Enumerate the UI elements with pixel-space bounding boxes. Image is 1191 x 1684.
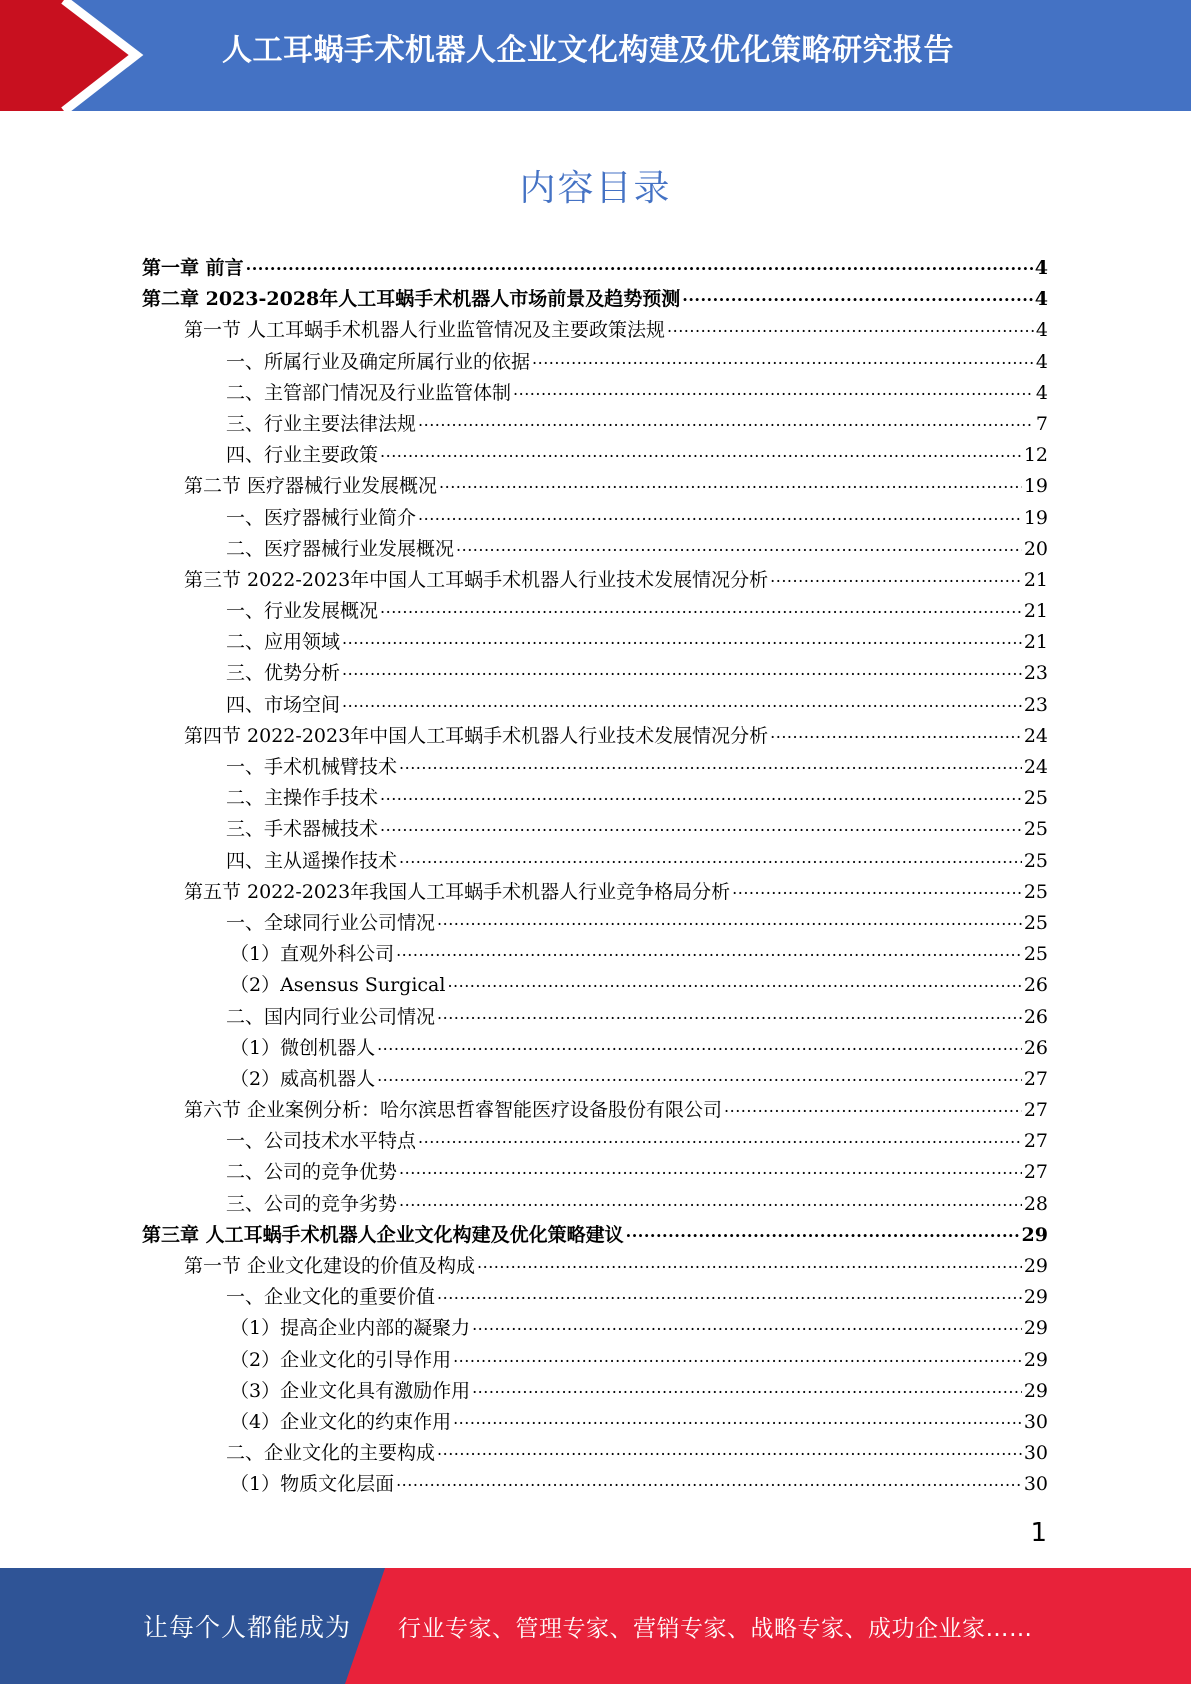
- toc-entry-page: 4: [1035, 350, 1048, 373]
- toc-dot-leader: [396, 941, 1022, 960]
- toc-dot-leader: [377, 1035, 1022, 1054]
- toc-dot-leader: [770, 567, 1022, 586]
- toc-entry-page: 28: [1023, 1192, 1048, 1215]
- toc-entry-label: （4）企业文化的约束作用: [230, 1410, 452, 1433]
- toc-entry[interactable]: [142, 939, 1048, 970]
- toc-entry-page: 30: [1023, 1473, 1048, 1496]
- toc-entry-label: （1）提高企业内部的凝聚力: [230, 1317, 471, 1340]
- toc-entry-label: 三、公司的竞争劣势: [226, 1192, 398, 1215]
- toc-entry[interactable]: [142, 378, 1048, 409]
- toc-entry-page: 25: [1023, 911, 1048, 934]
- toc-entry-label: 三、优势分析: [226, 662, 341, 685]
- toc-entry[interactable]: [142, 690, 1048, 721]
- toc-dot-leader: [439, 473, 1022, 492]
- toc-entry-label: 三、行业主要法律法规: [226, 412, 417, 435]
- toc-entry[interactable]: [142, 721, 1048, 752]
- toc-entry[interactable]: [142, 752, 1048, 783]
- toc-dot-leader: [682, 286, 1033, 305]
- toc-entry-page: 23: [1023, 662, 1048, 685]
- toc-title: 内容目录: [519, 168, 672, 209]
- toc-dot-leader: [399, 1159, 1022, 1178]
- toc-entry-page: 4: [1034, 257, 1048, 279]
- toc-entry-page: 29: [1023, 1317, 1048, 1340]
- toc-dot-leader: [472, 1315, 1022, 1334]
- toc-dot-leader: [456, 536, 1022, 555]
- toc-dot-leader: [380, 785, 1022, 804]
- toc-entry-label: （1）微创机器人: [230, 1036, 376, 1059]
- toc-entry[interactable]: [142, 1189, 1048, 1220]
- toc-dot-leader: [342, 629, 1022, 648]
- footer-slogan-left: 让每个人都能成为: [143, 1613, 352, 1642]
- toc-dot-leader: [453, 1409, 1022, 1428]
- toc-entry[interactable]: [142, 253, 1048, 284]
- toc-entry-page: 29: [1021, 1223, 1048, 1246]
- toc-entry[interactable]: [142, 1002, 1048, 1033]
- toc-entry[interactable]: [142, 534, 1048, 565]
- toc-entry-label: 第四节 2022-2023年中国人工耳蜗手术机器人行业技术发展情况分析: [184, 724, 769, 747]
- toc-entry-label: 第一章 前言: [142, 257, 244, 279]
- toc-dot-leader: [437, 1284, 1022, 1303]
- toc-entry-label: （1）物质文化层面: [230, 1473, 395, 1496]
- toc-entry[interactable]: [142, 658, 1048, 689]
- toc-entry[interactable]: [142, 1126, 1048, 1157]
- toc-entry-label: （3）企业文化具有激励作用: [230, 1379, 471, 1402]
- toc-dot-leader: [437, 1440, 1022, 1459]
- page-number: 1: [1030, 1518, 1047, 1548]
- toc-dot-leader: [399, 1191, 1022, 1210]
- toc-dot-leader: [380, 442, 1022, 461]
- toc-entry[interactable]: [142, 1469, 1048, 1500]
- toc-entry-page: 29: [1023, 1255, 1048, 1277]
- toc-entry-page: 29: [1023, 1348, 1048, 1371]
- toc-dot-leader: [532, 349, 1034, 368]
- toc-dot-leader: [626, 1222, 1020, 1241]
- toc-entry[interactable]: [142, 596, 1048, 627]
- toc-entry-label: 四、主从遥操作技术: [226, 849, 398, 872]
- toc-entry-page: 26: [1023, 1005, 1048, 1028]
- toc-list: [142, 253, 1048, 1501]
- toc-entry-page: 24: [1023, 724, 1048, 747]
- toc-entry-label: 一、行业发展概况: [226, 600, 379, 623]
- toc-dot-leader: [396, 1471, 1022, 1490]
- toc-entry-label: 三、手术器械技术: [226, 818, 379, 841]
- toc-dot-leader: [418, 1128, 1022, 1147]
- toc-dot-leader: [377, 1066, 1022, 1085]
- toc-entry-label: 第一节 企业文化建设的价值及构成: [184, 1255, 476, 1277]
- toc-entry-page: 4: [1035, 381, 1048, 404]
- toc-dot-leader: [477, 1253, 1022, 1272]
- toc-entry-label: 二、主管部门情况及行业监管体制: [226, 381, 512, 404]
- toc-dot-leader: [342, 692, 1022, 711]
- toc-entry-label: 第五节 2022-2023年我国人工耳蜗手术机器人行业竞争格局分析: [184, 880, 731, 903]
- toc-entry[interactable]: [142, 846, 1048, 877]
- toc-entry-page: 29: [1023, 1379, 1048, 1402]
- toc-entry-page: 25: [1023, 880, 1048, 903]
- toc-entry[interactable]: [142, 1033, 1048, 1064]
- toc-entry-page: 27: [1023, 1161, 1048, 1184]
- toc-entry-page: 23: [1023, 693, 1048, 716]
- toc-entry[interactable]: [142, 1251, 1048, 1282]
- toc-entry-label: 四、行业主要政策: [226, 444, 379, 467]
- toc-dot-leader: [418, 411, 1034, 430]
- toc-dot-leader: [380, 816, 1022, 835]
- toc-entry-label: 一、所属行业及确定所属行业的依据: [226, 350, 531, 373]
- toc-entry[interactable]: [142, 1438, 1048, 1469]
- toc-entry-label: 二、应用领域: [226, 631, 341, 654]
- toc-entry-page: 25: [1023, 849, 1048, 872]
- toc-entry-label: 二、公司的竞争优势: [226, 1161, 398, 1184]
- toc-entry-page: 4: [1034, 288, 1048, 311]
- toc-entry[interactable]: [142, 783, 1048, 814]
- toc-entry[interactable]: [142, 814, 1048, 845]
- toc-dot-leader: [437, 1004, 1022, 1023]
- toc-dot-leader: [447, 972, 1021, 991]
- toc-entry-page: 19: [1023, 475, 1048, 498]
- toc-entry[interactable]: [142, 471, 1048, 502]
- toc-entry-page: 30: [1023, 1410, 1048, 1433]
- toc-entry[interactable]: [142, 315, 1048, 346]
- toc-entry[interactable]: [142, 503, 1048, 534]
- toc-entry-page: 26: [1023, 1036, 1048, 1059]
- toc-dot-leader: [418, 505, 1022, 524]
- toc-dot-leader: [380, 598, 1022, 617]
- toc-entry-label: 一、全球同行业公司情况: [226, 911, 436, 934]
- toc-dot-leader: [770, 723, 1022, 742]
- toc-entry-page: 24: [1023, 756, 1048, 778]
- footer-slogan-right: 行业专家、管理专家、营销专家、战略专家、成功企业家……: [398, 1616, 1033, 1642]
- toc-dot-leader: [399, 754, 1022, 773]
- toc-entry[interactable]: [142, 1157, 1048, 1188]
- toc-entry-page: 21: [1023, 631, 1048, 654]
- header-banner: [0, 0, 1191, 111]
- toc-entry-label: 第一节 人工耳蜗手术机器人行业监管情况及主要政策法规: [184, 319, 666, 342]
- toc-entry[interactable]: [142, 1220, 1048, 1251]
- toc-entry-label: 第三章 人工耳蜗手术机器人企业文化构建及优化策略建议: [142, 1223, 624, 1246]
- toc-entry-label: （2）威高机器人: [230, 1067, 376, 1090]
- toc-entry[interactable]: [142, 1064, 1048, 1095]
- toc-entry[interactable]: [142, 284, 1048, 315]
- toc-entry[interactable]: [142, 565, 1048, 596]
- toc-entry-page: 21: [1023, 568, 1048, 591]
- toc-entry[interactable]: [142, 1313, 1048, 1344]
- toc-entry-page: 25: [1023, 943, 1048, 966]
- toc-entry-label: 一、企业文化的重要价值: [226, 1286, 436, 1309]
- toc-entry-page: 7: [1035, 412, 1048, 435]
- toc-dot-leader: [453, 1347, 1022, 1366]
- toc-entry-page: 27: [1023, 1099, 1048, 1122]
- toc-dot-leader: [724, 1097, 1022, 1116]
- toc-entry-label: 第三节 2022-2023年中国人工耳蜗手术机器人行业技术发展情况分析: [184, 568, 769, 591]
- toc-entry-label: 二、主操作手技术: [226, 787, 379, 810]
- toc-entry[interactable]: [142, 1282, 1048, 1313]
- toc-dot-leader: [342, 660, 1022, 679]
- toc-dot-leader: [732, 879, 1022, 898]
- toc-dot-leader: [437, 910, 1022, 929]
- toc-entry-label: 第二章 2023-2028年人工耳蜗手术机器人市场前景及趋势预测: [142, 288, 681, 311]
- toc-dot-leader: [472, 1378, 1022, 1397]
- toc-dot-leader: [399, 848, 1022, 867]
- toc-entry[interactable]: [142, 347, 1048, 378]
- toc-dot-leader: [246, 255, 1033, 274]
- toc-entry[interactable]: [142, 908, 1048, 939]
- toc-dot-leader: [667, 317, 1034, 336]
- report-title: 人工耳蜗手术机器人企业文化构建及优化策略研究报告: [222, 33, 954, 68]
- toc-entry-page: 26: [1023, 974, 1048, 997]
- toc-entry-label: 四、市场空间: [226, 693, 341, 716]
- toc-entry-page: 21: [1023, 600, 1048, 623]
- footer-banner: [0, 1568, 1191, 1684]
- toc-entry[interactable]: [142, 1095, 1048, 1126]
- toc-entry[interactable]: [142, 1345, 1048, 1376]
- toc-entry-label: （1）直观外科公司: [230, 943, 395, 966]
- toc-entry[interactable]: [142, 409, 1048, 440]
- toc-dot-leader: [513, 380, 1034, 399]
- toc-entry[interactable]: [142, 1407, 1048, 1438]
- toc-entry-label: 一、公司技术水平特点: [226, 1130, 417, 1153]
- toc-entry-label: 一、手术机械臂技术: [226, 756, 398, 778]
- toc-entry[interactable]: [142, 1376, 1048, 1407]
- toc-entry[interactable]: [142, 877, 1048, 908]
- toc-entry-page: 25: [1023, 818, 1048, 841]
- toc-entry-label: 第六节 企业案例分析：哈尔滨思哲睿智能医疗设备股份有限公司: [184, 1099, 723, 1122]
- toc-entry-page: 29: [1023, 1286, 1048, 1309]
- toc-entry-page: 19: [1023, 506, 1048, 529]
- toc-entry-label: 第二节 医疗器械行业发展概况: [184, 475, 438, 498]
- toc-entry-page: 27: [1023, 1067, 1048, 1090]
- toc-entry-page: 12: [1023, 444, 1048, 467]
- toc-entry-page: 27: [1023, 1130, 1048, 1153]
- toc-entry[interactable]: [142, 440, 1048, 471]
- toc-entry-page: 4: [1035, 319, 1048, 342]
- toc-entry-page: 30: [1023, 1442, 1048, 1465]
- toc-entry-label: 一、医疗器械行业简介: [226, 506, 417, 529]
- toc-entry[interactable]: [142, 627, 1048, 658]
- toc-entry-label: 二、企业文化的主要构成: [226, 1442, 436, 1465]
- toc-entry-label: （2）Asensus Surgical: [230, 974, 446, 997]
- toc-entry-page: 25: [1023, 787, 1048, 810]
- toc-entry[interactable]: [142, 970, 1048, 1001]
- toc-entry-label: 二、国内同行业公司情况: [226, 1005, 436, 1028]
- toc-entry-label: 二、医疗器械行业发展概况: [226, 537, 455, 560]
- toc-entry-label: （2）企业文化的引导作用: [230, 1348, 452, 1371]
- toc-entry-page: 20: [1023, 537, 1048, 560]
